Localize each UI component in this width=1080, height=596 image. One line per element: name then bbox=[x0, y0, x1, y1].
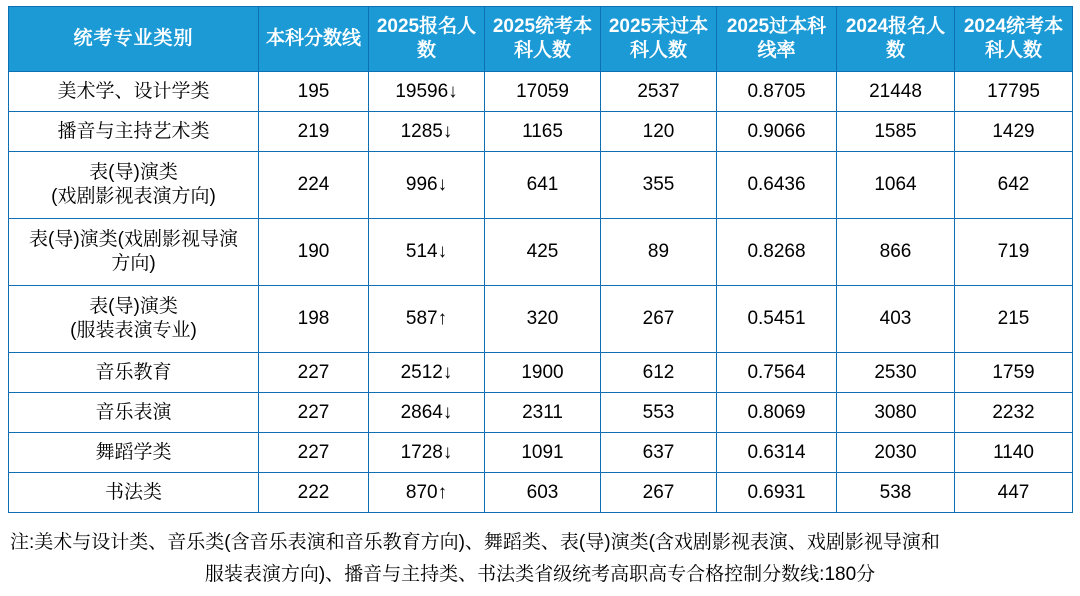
cell-pass-2025: 425 bbox=[485, 219, 601, 286]
cell-rate-2025: 0.6436 bbox=[717, 152, 837, 219]
table-row bbox=[9, 72, 1073, 112]
cell-fail-2025: 637 bbox=[601, 433, 717, 473]
cell-rate-2025: 0.5451 bbox=[717, 286, 837, 353]
cell-category-line-1: 表(导)演类(戏剧影视导演 bbox=[29, 229, 238, 251]
cell-pass-2024: 1429 bbox=[955, 112, 1073, 152]
cell-apply-2024: 1064 bbox=[837, 152, 955, 219]
cell-apply-2024: 403 bbox=[837, 286, 955, 353]
cell-apply-2025: 587↑ bbox=[369, 286, 485, 353]
cell-apply-2025: 2864↓ bbox=[369, 393, 485, 433]
cell-category: 音乐表演 bbox=[9, 393, 259, 433]
cell-category: 舞蹈学类 bbox=[9, 433, 259, 473]
cell-score-line: 227 bbox=[259, 433, 369, 473]
cell-score-line: 198 bbox=[259, 286, 369, 353]
cell-pass-2024: 1759 bbox=[955, 353, 1073, 393]
cell-pass-2025: 641 bbox=[485, 152, 601, 219]
cell-pass-2024: 17795 bbox=[955, 72, 1073, 112]
cell-score-line: 219 bbox=[259, 112, 369, 152]
cell-rate-2025: 0.6314 bbox=[717, 433, 837, 473]
cell-pass-2025: 1900 bbox=[485, 353, 601, 393]
statistics-table bbox=[8, 6, 1073, 513]
cell-category-line-2: (服装表演专业) bbox=[70, 320, 197, 341]
cell-apply-2024: 2530 bbox=[837, 353, 955, 393]
cell-category-line-2: 方向) bbox=[111, 253, 156, 274]
cell-category-line-1: 表(导)演类 bbox=[89, 162, 178, 184]
cell-fail-2025: 267 bbox=[601, 286, 717, 353]
cell-apply-2025: 1728↓ bbox=[369, 433, 485, 473]
cell-score-line: 222 bbox=[259, 473, 369, 513]
cell-pass-2024: 719 bbox=[955, 219, 1073, 286]
cell-pass-2025: 1165 bbox=[485, 112, 601, 152]
table-row bbox=[9, 219, 1073, 286]
cell-pass-2024: 2232 bbox=[955, 393, 1073, 433]
cell-apply-2024: 538 bbox=[837, 473, 955, 513]
cell-fail-2025: 553 bbox=[601, 393, 717, 433]
cell-rate-2025: 0.8268 bbox=[717, 219, 837, 286]
table-row bbox=[9, 393, 1073, 433]
cell-rate-2025: 0.9066 bbox=[717, 112, 837, 152]
cell-category: 美术学、设计学类 bbox=[9, 72, 259, 112]
cell-category bbox=[9, 219, 259, 286]
cell-pass-2024: 215 bbox=[955, 286, 1073, 353]
cell-category: 播音与主持艺术类 bbox=[9, 112, 259, 152]
table-row bbox=[9, 286, 1073, 353]
cell-apply-2025: 996↓ bbox=[369, 152, 485, 219]
cell-apply-2025: 2512↓ bbox=[369, 353, 485, 393]
table-body bbox=[9, 72, 1073, 513]
column-header-fail-2025: 2025未过本科人数 bbox=[601, 7, 717, 72]
cell-pass-2025: 603 bbox=[485, 473, 601, 513]
header-row bbox=[9, 7, 1073, 72]
table-row bbox=[9, 353, 1073, 393]
cell-score-line: 190 bbox=[259, 219, 369, 286]
column-header-pass-2025: 2025统考本科人数 bbox=[485, 7, 601, 72]
cell-fail-2025: 89 bbox=[601, 219, 717, 286]
cell-pass-2024: 642 bbox=[955, 152, 1073, 219]
cell-apply-2024: 866 bbox=[837, 219, 955, 286]
cell-category-line-2: (戏剧影视表演方向) bbox=[51, 186, 216, 207]
cell-fail-2025: 2537 bbox=[601, 72, 717, 112]
cell-category: 音乐教育 bbox=[9, 353, 259, 393]
column-header-rate-2025: 2025过本科线率 bbox=[717, 7, 837, 72]
cell-apply-2025: 1285↓ bbox=[369, 112, 485, 152]
cell-fail-2025: 355 bbox=[601, 152, 717, 219]
cell-fail-2025: 267 bbox=[601, 473, 717, 513]
table-row bbox=[9, 152, 1073, 219]
cell-score-line: 195 bbox=[259, 72, 369, 112]
column-header-score-line: 本科分数线 bbox=[259, 7, 369, 72]
cell-apply-2025: 19596↓ bbox=[369, 72, 485, 112]
table-row bbox=[9, 112, 1073, 152]
cell-score-line: 227 bbox=[259, 393, 369, 433]
cell-category bbox=[9, 152, 259, 219]
cell-apply-2025: 870↑ bbox=[369, 473, 485, 513]
cell-apply-2024: 1585 bbox=[837, 112, 955, 152]
cell-pass-2024: 447 bbox=[955, 473, 1073, 513]
cell-score-line: 224 bbox=[259, 152, 369, 219]
column-header-pass-2024: 2024统考本科人数 bbox=[955, 7, 1073, 72]
cell-category bbox=[9, 286, 259, 353]
cell-pass-2025: 320 bbox=[485, 286, 601, 353]
column-header-apply-2024: 2024报名人数 bbox=[837, 7, 955, 72]
cell-apply-2024: 3080 bbox=[837, 393, 955, 433]
cell-category: 书法类 bbox=[9, 473, 259, 513]
cell-apply-2025: 514↓ bbox=[369, 219, 485, 286]
cell-pass-2025: 2311 bbox=[485, 393, 601, 433]
cell-apply-2024: 2030 bbox=[837, 433, 955, 473]
column-header-apply-2025: 2025报名人数 bbox=[369, 7, 485, 72]
cell-rate-2025: 0.8705 bbox=[717, 72, 837, 112]
cell-rate-2025: 0.8069 bbox=[717, 393, 837, 433]
table-row bbox=[9, 433, 1073, 473]
cell-apply-2024: 21448 bbox=[837, 72, 955, 112]
cell-fail-2025: 612 bbox=[601, 353, 717, 393]
cell-pass-2025: 17059 bbox=[485, 72, 601, 112]
table-row bbox=[9, 473, 1073, 513]
table-footnote bbox=[8, 527, 1072, 592]
cell-score-line: 227 bbox=[259, 353, 369, 393]
cell-fail-2025: 120 bbox=[601, 112, 717, 152]
footnote-line-2: 服装表演方向)、播音与主持类、书法类省级统考高职高专合格控制分数线:180分 bbox=[204, 564, 876, 586]
table-header bbox=[9, 7, 1073, 72]
cell-pass-2024: 1140 bbox=[955, 433, 1073, 473]
cell-rate-2025: 0.7564 bbox=[717, 353, 837, 393]
column-header-category: 统考专业类别 bbox=[9, 7, 259, 72]
cell-pass-2025: 1091 bbox=[485, 433, 601, 473]
cell-rate-2025: 0.6931 bbox=[717, 473, 837, 513]
cell-category-line-1: 表(导)演类 bbox=[89, 296, 178, 318]
footnote-line-1: 注:美术与设计类、音乐类(含音乐表演和音乐教育方向)、舞蹈类、表(导)演类(含戏剧影视表演、戏剧影视导演和 bbox=[10, 532, 940, 553]
